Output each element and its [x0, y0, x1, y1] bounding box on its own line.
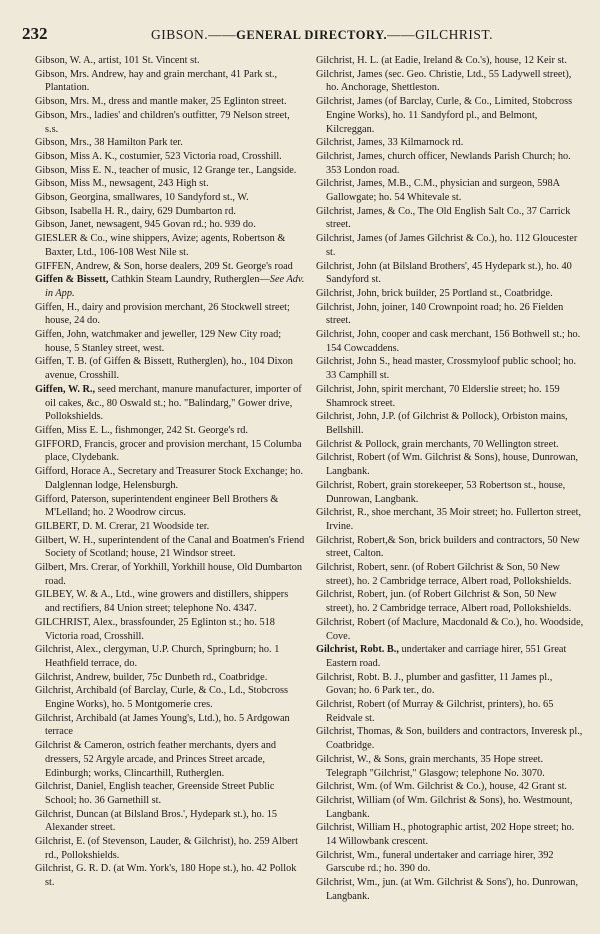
directory-entry [35, 561, 305, 588]
entry-text: Gilchrist, Robert, grain storekeeper, 53 Robertson st., house, Dunrowan, Langbank. [316, 479, 566, 505]
directory-entry [35, 164, 305, 178]
directory-entry [316, 410, 584, 437]
entry-text: Gilchrist, Archibald (at James Young's, Ltd.), ho. 5 Ardgowan terrace [35, 712, 290, 738]
entry-text: Gibson, Georgina, smallwares, 10 Sandyford st., W. [35, 192, 249, 204]
directory-entry [35, 191, 305, 205]
directory-entry [316, 671, 584, 698]
entry-text: Gilchrist, Wm. (of Wm. Gilchrist & Co.), house, 42 Grant st. [316, 781, 568, 793]
directory-entry [35, 739, 305, 780]
entry-text: Gilchrist, John, brick builder, 25 Portland st., Coatbridge. [316, 287, 553, 299]
directory-entry [35, 493, 305, 520]
entry-text: Gilchrist, John, spirit merchant, 70 Elderslie street; ho. 159 Shamrock street. [316, 383, 560, 409]
entry-text: Gilchrist, Robert,& Son, brick builders and contractors, 50 New street, Calton. [316, 534, 580, 560]
entry-text: Gifford, Paterson, superintendent engineer Bell Brothers & M'Lelland; ho. 2 Woodrow circus. [35, 493, 279, 519]
directory-entry [316, 534, 584, 561]
header-dash-left: —— [208, 27, 237, 42]
running-title [62, 27, 582, 43]
directory-entry [35, 232, 305, 259]
directory-entry [35, 588, 305, 615]
entry-text: Gilchrist, William H., photographic artist, 202 Hope street; ho. 14 Willowbank crescent. [316, 822, 575, 848]
entry-text: Gilchrist, John, joiner, 140 Crownpoint road; ho. 26 Fielden street. [316, 301, 564, 327]
directory-entry [316, 725, 584, 752]
directory-entry [316, 355, 584, 382]
directory-entry [316, 383, 584, 410]
directory-entry [35, 835, 305, 862]
entry-text: GIFFORD, Francis, grocer and provision merchant, 15 Columba place, Clydebank. [35, 438, 302, 464]
entry-text: Gilchrist, Robert (of Wm. Gilchrist & Sons), house, Dunrowan, Langbank. [316, 452, 579, 478]
directory-entry [35, 465, 305, 492]
entry-text: Gilchrist, John, J.P. (of Gilchrist & Pollock), Orbiston mains, Bellshill. [316, 411, 568, 436]
entry-text: Gilbert, W. H., superintendent of the Canal and Boatmen's Friend Society of Scotland; house, 21 Windsor street. [35, 534, 305, 560]
directory-entry [316, 643, 584, 670]
header-left-name: GIBSON. [151, 27, 209, 42]
directory-entry [316, 821, 584, 848]
entry-text: Gilchrist, Wm., funeral undertaker and carriage hirer, 392 Garscube rd.; ho. 390 do. [316, 849, 554, 875]
entry-name-bold: Giffen, W. R., [35, 383, 96, 395]
entry-text: Gibson, Mrs., ladies' and children's outfitter, 79 Nelson street, s.s. [35, 109, 290, 135]
entry-text: Gilchrist, Daniel, English teacher, Greenside Street Public School; ho. 36 Garnethill st. [35, 781, 275, 806]
entry-text: Gilchrist, Archibald (of Barclay, Curle, & Co., Ld., Stobcross Engine Works), ho. 5 Montgomerie cres. [35, 685, 288, 711]
directory-entry [316, 753, 584, 780]
entry-text: Gilchrist, James (sec. Geo. Christie, Ltd., 55 Ladywell street), ho. Anchorage, Shettleston. [316, 68, 572, 94]
directory-entry [35, 68, 305, 95]
directory-entry [35, 424, 305, 438]
page-header [22, 24, 582, 44]
directory-entry [316, 506, 584, 533]
entry-text: Gibson, W. A., artist, 101 St. Vincent st. [35, 55, 200, 66]
directory-entry [35, 534, 305, 561]
directory-entry [316, 451, 584, 478]
right-column [316, 54, 584, 904]
directory-entry [35, 54, 305, 68]
entry-text: Giffen, John, watchmaker and jeweller, 129 New City road; house, 5 Stanley street, west. [35, 329, 282, 354]
directory-entry [35, 109, 305, 136]
directory-entry [316, 68, 584, 95]
directory-entry [316, 205, 584, 232]
entry-text: Gilchrist, R., shoe merchant, 35 Moir street; ho. Fullerton street, Irvine. [316, 507, 582, 532]
directory-entry [316, 177, 584, 204]
directory-entry [316, 54, 584, 68]
directory-entry [35, 218, 305, 232]
directory-entry [35, 712, 305, 739]
left-column [35, 54, 305, 890]
directory-entry [35, 328, 305, 355]
directory-entry [316, 136, 584, 150]
entry-text: Gilchrist, James (of James Gilchrist & Co.), ho. 112 Gloucester st. [316, 233, 578, 258]
entry-text: Giffen, Miss E. L., fishmonger, 242 St. George's rd. [35, 424, 248, 436]
directory-entry [35, 438, 305, 465]
directory-entry [35, 643, 305, 670]
entry-text: Giffen, H., dairy and provision merchant, 26 Stockwell street; house, 24 do. [35, 301, 290, 327]
entry-text: Gilchrist, John (at Bilsland Brothers', 45 Hydepark st.), ho. 40 Sandyford st. [316, 260, 572, 286]
entry-text: Gibson, Mrs. Andrew, hay and grain merchant, 41 Park st., Plantation. [35, 68, 278, 94]
directory-entry [35, 273, 305, 300]
entry-text: Gilchrist, John, cooper and cask merchant, 156 Bothwell st.; ho. 154 Cowcaddens. [316, 329, 581, 354]
directory-entry [316, 438, 584, 452]
directory-entry [35, 671, 305, 685]
directory-entry [35, 383, 305, 424]
entry-text: Gilchrist, H. L. (at Eadie, Ireland & Co.'s), house, 12 Keir st. [316, 55, 567, 66]
header-dash-right: —— [387, 27, 416, 42]
entry-text: GILCHRIST, Alex., brassfounder, 25 Eglinton st.; ho. 518 Victoria road, Crosshill. [35, 616, 275, 642]
entry-text: Gilchrist, James, church officer, Newlands Parish Church; ho. 353 London road. [316, 150, 571, 176]
directory-entry [35, 862, 305, 889]
directory-entry [316, 328, 584, 355]
entry-text: Gilchrist, Robt. B. J., plumber and gasfitter, 11 James pl., Govan; ho. 6 Park ter., do. [316, 671, 553, 697]
entry-text: Cathkin Steam Laundry, Rutherglen— [108, 274, 270, 286]
directory-entry [316, 588, 584, 615]
directory-entry [35, 136, 305, 150]
entry-text: Gilchrist, Robert (of Maclure, Macdonald & Co.), ho. Woodside, Cove. [316, 616, 584, 642]
entry-text: seed merchant, manure manufacturer, importer of oil cakes, &c., 80 Oswald st.; ho. "Balindarg," Gower drive, Pollokshields. [45, 383, 302, 423]
entry-text: Gibson, Janet, newsagent, 945 Govan rd.; ho. 939 do. [35, 219, 256, 231]
entry-advert-note: See Adv. in App. [45, 274, 305, 299]
entry-text: GIESLER & Co., wine shippers, Avize; agents, Robertson & Baxter, Ltd., 106-108 West Nile st. [35, 233, 286, 258]
header-title: GENERAL DIRECTORY. [236, 28, 388, 42]
directory-entry [316, 301, 584, 328]
entry-text: Gibson, Isabella H. R., dairy, 629 Dumbarton rd. [35, 205, 236, 217]
entry-text: Gilchrist, John S., head master, Crossmyloof public school; ho. 33 Camphill st. [316, 356, 577, 382]
entry-text: Gilchrist & Pollock, grain merchants, 70 Wellington street. [316, 438, 559, 450]
entry-name-bold: Gilchrist, Robt. B., [316, 644, 399, 656]
entry-text: Giffen, T. B. (of Giffen & Bissett, Rutherglen), ho., 104 Dixon avenue, Crosshill. [35, 356, 293, 382]
entry-text: GIFFEN, Andrew, & Son, horse dealers, 209 St. George's road [35, 260, 293, 272]
entry-text: Gilchrist, Andrew, builder, 75c Dunbeth rd., Coatbridge. [35, 671, 268, 683]
entry-text: Gibson, Miss M., newsagent, 243 High st. [35, 178, 209, 190]
header-right-name: GILCHRIST. [415, 27, 493, 42]
directory-entry [316, 780, 584, 794]
entry-text: Gifford, Horace A., Secretary and Treasurer Stock Exchange; ho. Dalglennan lodge, Helensburgh. [35, 466, 304, 491]
entry-text: Gibson, Miss E. N., teacher of music, 12 Grange ter., Langside. [35, 164, 297, 176]
entry-text: Gilchrist, James (of Barclay, Curle, & Co., Limited, Stobcross Engine Works), ho. 11 Sandyford pl., and Belmont, Kilcreggan. [316, 96, 573, 135]
entry-text: Gilchrist, William (of Wm. Gilchrist & Sons), ho. Westmount, Langbank. [316, 794, 573, 820]
entry-text: Gilchrist, Alex., clergyman, U.P. Church, Springburn; ho. 1 Heathfield terrace, do. [35, 644, 280, 669]
entry-text: Gilchrist, Duncan (at Bilsland Bros.', Hydepark st.), ho. 15 Alexander street. [35, 808, 278, 834]
directory-entry [35, 684, 305, 711]
entry-text: Gilchrist, Wm., jun. (at Wm. Gilchrist & Sons'), ho. Dunrowan, Langbank. [316, 877, 579, 902]
page-number: 232 [22, 24, 48, 43]
directory-entry [316, 616, 584, 643]
directory-entry [316, 561, 584, 588]
directory-entry [35, 150, 305, 164]
directory-entry [35, 205, 305, 219]
directory-entry [35, 355, 305, 382]
entry-text: Gilchrist, Thomas, & Son, builders and contractors, Inveresk pl., Coatbridge. [316, 726, 583, 752]
entry-text: Gibson, Miss A. K., costumier, 523 Victoria road, Crosshill. [35, 150, 282, 162]
directory-entry [35, 780, 305, 807]
directory-entry [35, 616, 305, 643]
directory-entry [35, 808, 305, 835]
entry-text: Gilchrist, James, M.B., C.M., physician and surgeon, 598A Gallowgate; ho. 54 Whitevale st. [316, 178, 560, 204]
directory-entry [316, 150, 584, 177]
directory-entry [35, 95, 305, 109]
directory-entry [35, 260, 305, 274]
entry-text: Gilchrist, James, & Co., The Old English Salt Co., 37 Carrick street. [316, 205, 571, 231]
directory-entry [316, 479, 584, 506]
directory-entry [35, 301, 305, 328]
directory-entry [316, 287, 584, 301]
directory-entry [316, 794, 584, 821]
entry-text: undertaker and carriage hirer, 551 Great Eastern road. [326, 644, 567, 669]
entry-text: Gilchrist, Robert, jun. (of Robert Gilchrist & Son, 50 New street), ho. 2 Cambridge terrace, Albert road, Pollokshields. [316, 589, 572, 615]
entry-text: Gilchrist, E. (of Stevenson, Lauder, & Gilchrist), ho. 259 Albert rd., Pollokshields. [35, 836, 298, 861]
directory-entry [316, 876, 584, 903]
entry-text: Gilbert, Mrs. Crerar, of Yorkhill, Yorkhill house, Old Dumbarton road. [35, 562, 303, 587]
entry-text: Gilchrist, James, 33 Kilmarnock rd. [316, 137, 464, 149]
directory-entry [316, 698, 584, 725]
entry-text: Gilchrist, Robert, senr. (of Robert Gilchrist & Son, 50 New street), ho. 2 Cambridge terrace, Albert road, Pollokshields. [316, 562, 572, 587]
directory-entry [35, 520, 305, 534]
entry-text: Gilchrist, Robert (of Murray & Gilchrist, printers), ho. 65 Reidvale st. [316, 699, 554, 724]
entry-text: Gilchrist, G. R. D. (at Wm. York's, 180 Hope st.), ho. 42 Pollok st. [35, 863, 297, 889]
entry-text: Gibson, Mrs. M., dress and mantle maker, 25 Eglinton street. [35, 96, 287, 108]
directory-entry [316, 95, 584, 136]
directory-entry [35, 177, 305, 191]
entry-text: Gibson, Mrs., 38 Hamilton Park ter. [35, 137, 183, 149]
entry-name-bold: Giffen & Bissett, [35, 274, 109, 286]
directory-entry [316, 849, 584, 876]
entry-text: GILBERT, D. M. Crerar, 21 Woodside ter. [35, 520, 210, 532]
directory-entry [316, 232, 584, 259]
directory-entry [316, 260, 584, 287]
entry-text: Gilchrist & Cameron, ostrich feather merchants, dyers and dressers, 52 Argyle arcade, and Princes Street arcade, Edinburgh; works, Clincarthill, Rutherglen. [35, 740, 277, 779]
entry-text: Gilchrist, W., & Sons, grain merchants, 35 Hope street. Telegraph "Gilchrist," Glasgow; telephone No. 3070. [316, 753, 545, 779]
entry-text: GILBEY, W. & A., Ltd., wine growers and distillers, shippers and rectifiers, 84 Union street; telephone No. 4347. [35, 589, 289, 615]
